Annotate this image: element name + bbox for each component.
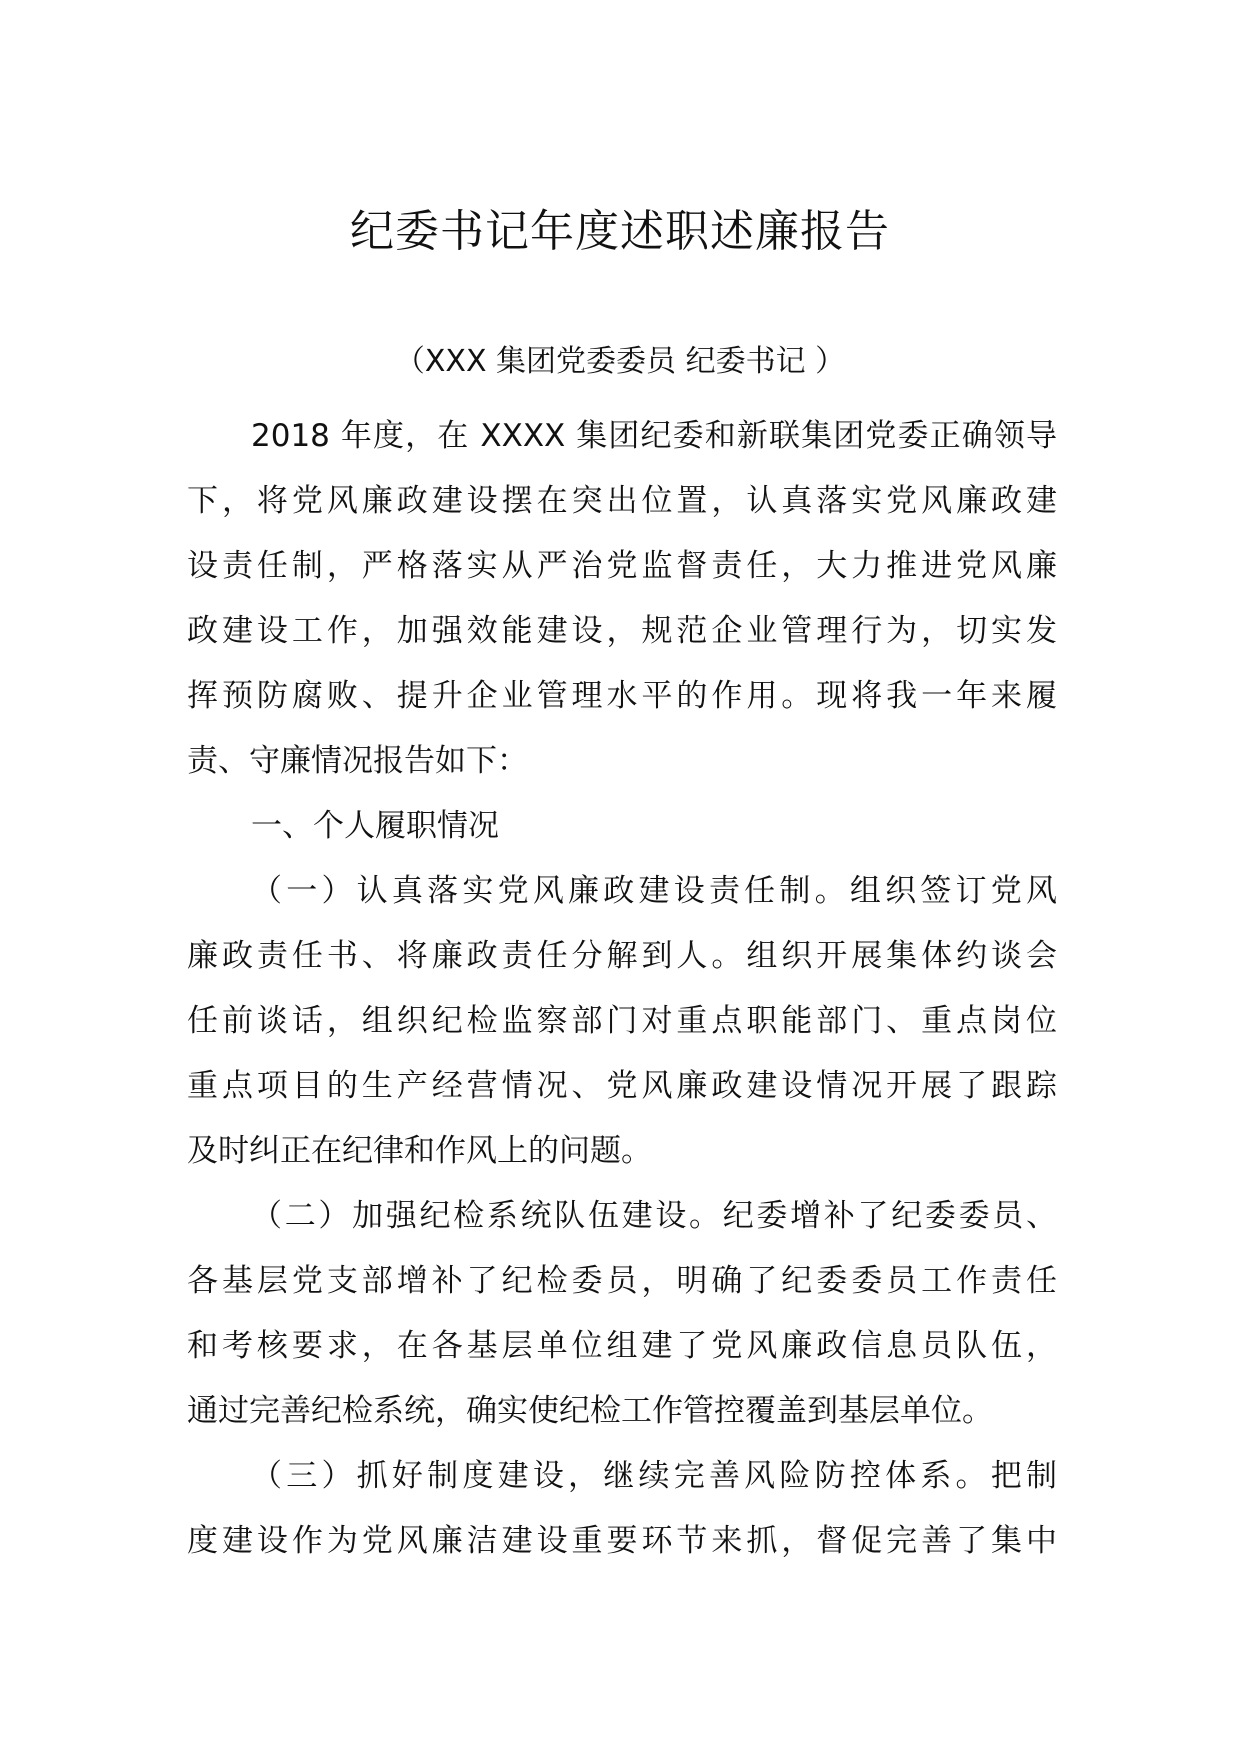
body-line: （二）加强纪检系统队伍建设。纪委增补了纪委委员、 <box>251 1198 1057 1234</box>
body-line: 设责任制，严格落实从严治党监督责任，大力推进党风廉 <box>187 548 1057 584</box>
body-line: （三）抓好制度建设，继续完善风险防控体系。把制 <box>251 1458 1057 1494</box>
document-subtitle: （XXX 集团党委委员 纪委书记 ） <box>394 344 846 379</box>
body-line: 任前谈话，组织纪检监察部门对重点职能部门、重点岗位 <box>187 1003 1057 1039</box>
document-title: 纪委书记年度述职述廉报告 <box>350 206 890 257</box>
body-line: 和考核要求，在各基层单位组建了党风廉政信息员队伍， <box>187 1328 1057 1364</box>
body-line: 政建设工作，加强效能建设，规范企业管理行为，切实发 <box>187 613 1057 649</box>
document-body <box>187 404 1057 1574</box>
body-line: 责、守廉情况报告如下： <box>187 743 528 779</box>
body-line: 度建设作为党风廉洁建设重要环节来抓，督促完善了集中 <box>187 1523 1057 1559</box>
body-line: 各基层党支部增补了纪检委员，明确了纪委委员工作责任 <box>187 1263 1057 1299</box>
body-line: 下，将党风廉政建设摆在突出位置，认真落实党风廉政建 <box>187 483 1057 519</box>
section-heading: 一、个人履职情况 <box>251 808 499 844</box>
body-line: 及时纠正在纪律和作风上的问题。 <box>187 1133 652 1169</box>
body-line: 廉政责任书、将廉政责任分解到人。组织开展集体约谈会 <box>187 938 1057 974</box>
body-line: 挥预防腐败、提升企业管理水平的作用。现将我一年来履 <box>187 678 1057 714</box>
body-line: （一）认真落实党风廉政建设责任制。组织签订党风 <box>251 873 1057 909</box>
body-line: 2018 年度，在 XXXX 集团纪委和新联集团党委正确领导 <box>251 418 1057 454</box>
body-line: 通过完善纪检系统，确实使纪检工作管控覆盖到基层单位。 <box>187 1393 993 1429</box>
body-line: 重点项目的生产经营情况、党风廉政建设情况开展了跟踪 <box>187 1068 1057 1104</box>
